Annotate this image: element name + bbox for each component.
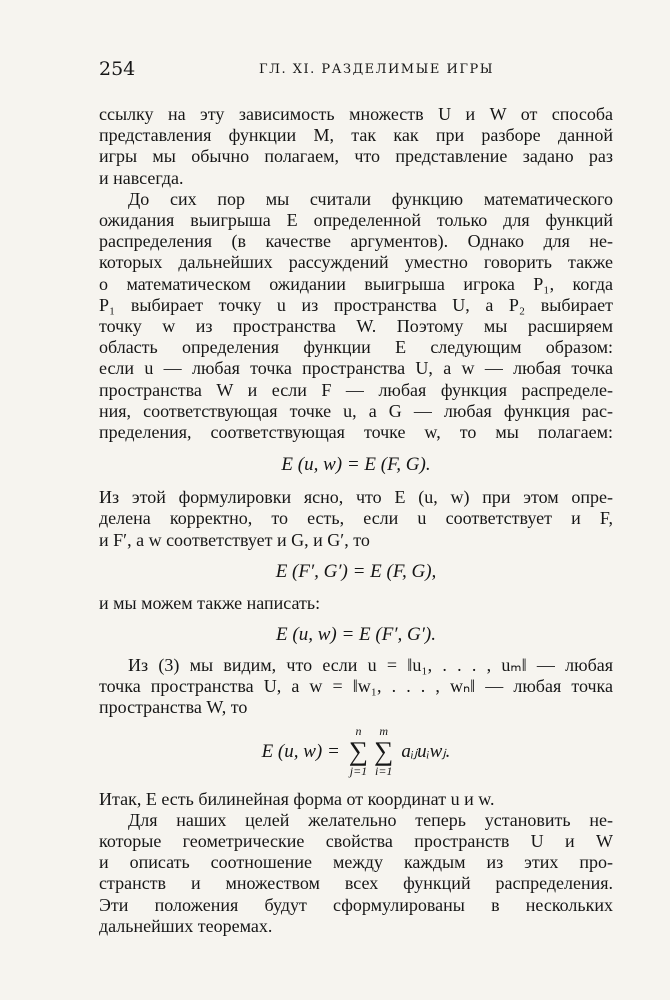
text-line: которых дальнейших рассуждений уместно говорить также — [99, 252, 613, 273]
page-header — [99, 58, 612, 82]
sum-over-j — [349, 725, 368, 778]
text-line: представления функции M, так как при разборе данной — [99, 125, 613, 146]
page-number: 254 — [99, 58, 136, 80]
text-line: делена корректно, то есть, если u соответствует и F, — [99, 508, 613, 529]
text-line: Для наших целей желательно теперь установить не- — [128, 809, 613, 830]
text-line: пространства W, то — [99, 697, 248, 718]
page-body — [99, 104, 613, 937]
paragraph-3 — [99, 487, 613, 551]
sum-upper-limit: m — [379, 724, 389, 739]
sum-upper-limit: n — [355, 724, 362, 739]
sum-over-i — [374, 725, 393, 778]
text-line: которые геометрические свойства пространств U и W — [99, 831, 613, 852]
text-line: Итак, E есть билинейная форма от координат u и w. — [99, 788, 495, 809]
text-line: ожидания выигрыша E определенной только для функций — [99, 210, 613, 231]
equation-1: E (u, w) = E (F, G). — [281, 454, 431, 476]
paragraph-4 — [99, 593, 613, 614]
sigma-symbol: ∑ — [348, 736, 369, 767]
text-line: Эти положения будут сформулированы в нескольких — [99, 894, 613, 915]
paragraph-7 — [99, 810, 613, 937]
sum-lower-limit: j=1 — [349, 764, 368, 779]
text-line: пределения, соответствующая точке w, то мы полагаем: — [99, 422, 613, 443]
text-line: распределения (в качестве аргументов). Однако для не- — [99, 231, 613, 252]
text-line: пространства W и если F — любая функция распределе- — [99, 379, 613, 400]
text-line: P₁ выбирает точку u из пространства U, а P₂ выбирает — [99, 294, 613, 315]
sum-lower-limit: i=1 — [375, 764, 393, 779]
text-line: странств и множеством всех функций распределения. — [99, 873, 613, 894]
text-line: точку w из пространства W. Поэтому мы расширяем — [99, 316, 613, 337]
text-line: если u — любая точка пространства U, а w — любая точка — [99, 358, 613, 379]
text-line: дальнейших теоремах. — [99, 915, 273, 936]
text-line: о математическом ожидании выигрыша игрока P₁, когда — [99, 273, 613, 294]
text-line: Из этой формулировки ясно, что E (u, w) при этом опре- — [99, 487, 613, 508]
text-line: и F′, а w соответствует и G, и G′, то — [99, 529, 370, 550]
equation-2: E (F′, G′) = E (F, G), — [275, 560, 437, 582]
text-line: ния, соответствующая точке u, а G — любая функция рас- — [99, 400, 613, 421]
equation-lhs: E (u, w) = — [261, 740, 340, 762]
paragraph-1 — [99, 104, 613, 189]
equation-3: E (u, w) = E (F′, G′). — [276, 624, 436, 646]
equation-4-bilinear-sum — [99, 721, 613, 783]
text-line: точка пространства U, а w = ‖w₁, . . . , wₙ‖ — любая точка — [99, 676, 613, 697]
sum-term: aᵢⱼuᵢwⱼ. — [401, 741, 451, 763]
text-line: и описать соотношение между каждым из этих про- — [99, 852, 613, 873]
text-line: ссылку на эту зависимость множеств U и W от способа — [99, 104, 613, 124]
text-line: и навсегда. — [99, 167, 184, 188]
paragraph-5 — [99, 655, 613, 719]
text-line: До сих пор мы считали функцию математического — [128, 188, 613, 209]
running-title: ГЛ. XI. РАЗДЕЛИМЫЕ ИГРЫ — [259, 62, 495, 77]
sigma-symbol: ∑ — [374, 736, 394, 767]
text-line: игры мы обычно полагаем, что представление задано раз — [99, 146, 613, 167]
text-line: Из (3) мы видим, что если u = ‖u₁, . . . , uₘ‖ — любая — [128, 655, 613, 676]
paragraph-2 — [99, 189, 613, 443]
text-line: и мы можем также написать: — [99, 592, 321, 613]
text-line: область определения функции E следующим образом: — [99, 337, 613, 358]
paragraph-6 — [99, 789, 613, 810]
